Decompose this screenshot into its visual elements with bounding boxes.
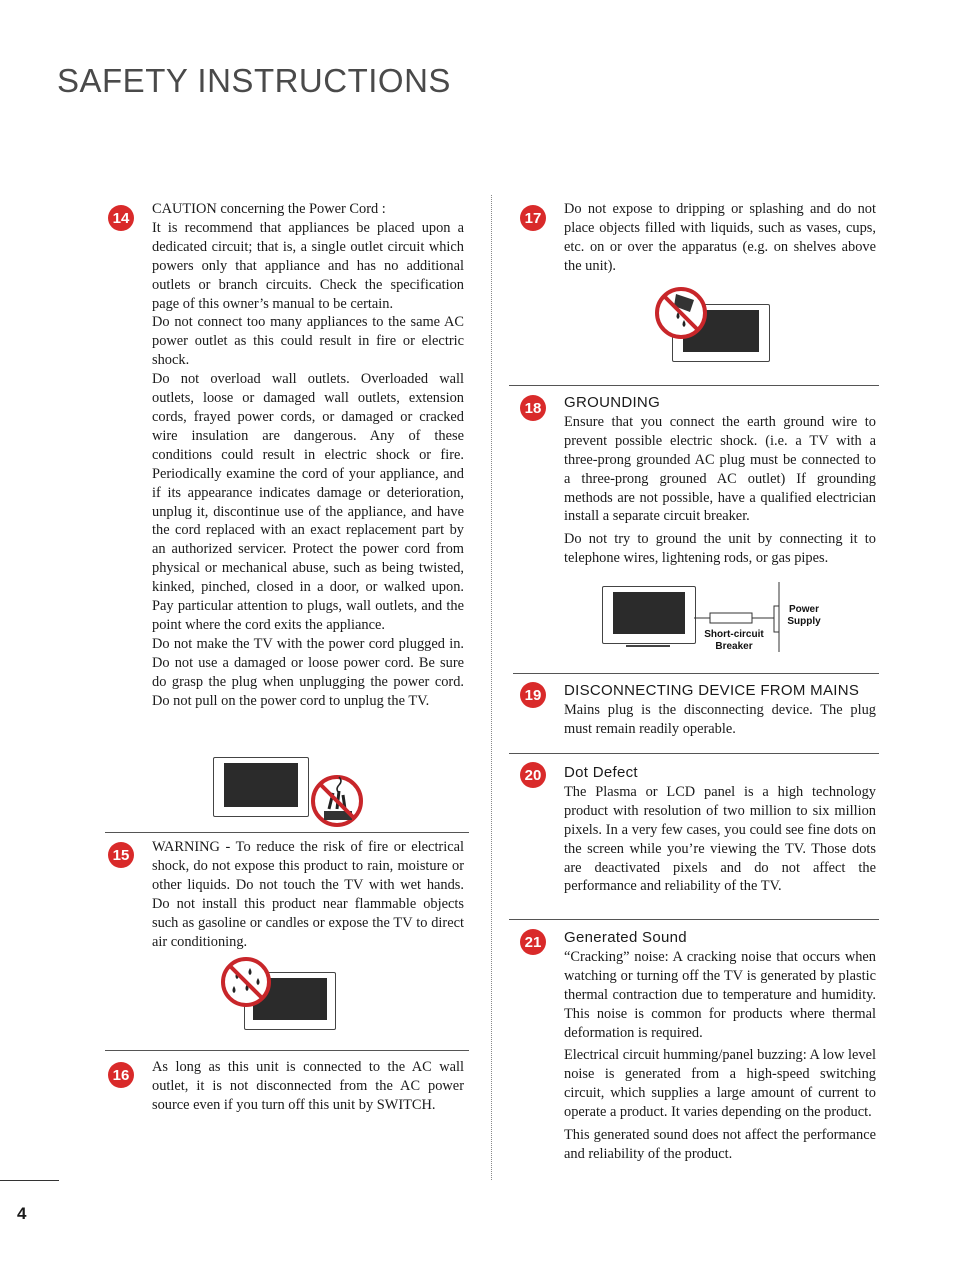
paragraph: WARNING - To reduce the risk of fire or electrical shock, do not expose this product to rain, moisture or other liquids. Do not touch the TV with wet hands. Do not install this product near flammable objects such as gasoline or candles or expose the TV to direct air conditioning. [152, 839, 464, 950]
paragraph: This generated sound does not affect the performance and reliability of the product. [564, 1127, 876, 1162]
section-18 [520, 394, 876, 568]
section-text [564, 929, 876, 1164]
section-20 [520, 764, 876, 896]
section-15 [108, 838, 464, 951]
section-text [564, 764, 876, 896]
paragraph: Do not make the TV with the power cord plugged in. Do not use a damaged or loose power cord. Be sure do grasp the plug when unplugging the power cord. Do not pull on the power cord to unplug the TV. [152, 635, 464, 709]
section-number-badge: 14 [108, 205, 134, 231]
tv-illustration [602, 586, 696, 644]
section-rule [513, 673, 879, 674]
section-heading: Dot Defect [564, 764, 638, 781]
section-rule [509, 753, 879, 754]
paragraph: As long as this unit is connected to the AC wall outlet, it is not disconnected from the AC power source even if you turn off this unit by SWITCH. [152, 1059, 464, 1113]
section-text [564, 682, 876, 739]
section-rule [105, 1050, 469, 1051]
paragraph: Do not overload wall outlets. Overloaded wall outlets, loose or damaged wall outlets, extension cords, frayed power cords, or damaged or cracked wire insulation are dangerous. Any of these conditions could result in electric shock or fire. Periodically examine the cord of your appliance, and if its appearance indicates damage or deterioration, unplug it, discontinue use of the appliance, and have the cord replaced with an exact replacement part by an authorized servicer. Protect the power cord from physical or mechanical abuse, such as being twisted, kinked, pinched, closed in a door, or walked upon. Pay particular attention to plugs, wall outlets, and the point where the cord exits the appliance. [152, 371, 464, 633]
prohibit-icon [311, 773, 367, 827]
paragraph: It is recommend that appliances be placed upon a dedicated circuit; that is, a single outlet circuit which powers only that appliance and has no additional outlets or branch circuits. Check the specification page of this owner’s manual to be certain. [152, 219, 464, 312]
section-14 [108, 200, 464, 710]
prohibit-icon [220, 956, 272, 1008]
section-text [564, 200, 876, 276]
section-rule [105, 832, 469, 833]
section-17 [520, 200, 876, 276]
paragraph: Do not connect too many appliances to the same AC power outlet as this could result in fire or electric shock. [152, 314, 464, 369]
paragraph: Do not try to ground the unit by connecting it to telephone wires, lightening rods, or gas pipes. [564, 531, 876, 567]
no-wet-hands-plug-icon [213, 757, 373, 823]
circuit-breaker-diagram [600, 582, 830, 654]
column-divider [491, 195, 492, 1180]
power-supply-label: Power Supply [787, 604, 821, 627]
paragraph: Ensure that you connect the earth ground wire to prevent possible electric shock. (i.e. a TV with a three-prong grounded AC plug must be connected to a three-prong grouned AC outlet) If grounding methods are not possible, have a qualified electrician install a separate circuit breaker. [564, 413, 876, 525]
section-number-badge: 18 [520, 395, 546, 421]
section-heading: Generated Sound [564, 929, 687, 946]
paragraph: The Plasma or LCD panel is a high technology product with resolution of two million to six million pixels. In a very few cases, you could see fine dots on the screen while you’re viewing the TV. Those dots are deactivated pixels and do not affect the performance and reliability of the TV. [564, 783, 876, 895]
paragraph: “Cracking” noise: A cracking noise that occurs when watching or turning off the TV is generated by plastic thermal contraction due to temperature and humidity. This noise is common for products where thermal deformation is required. [564, 948, 876, 1041]
section-text [152, 200, 464, 710]
paragraph: Do not expose to dripping or splashing and do not place objects filled with liquids, such as vases, cups, etc. on or over the apparatus (e.g. on shelves above the unit). [564, 201, 876, 274]
section-heading: DISCONNECTING DEVICE FROM MAINS [564, 682, 860, 699]
section-number-badge: 16 [108, 1062, 134, 1088]
section-number-badge: 19 [520, 682, 546, 708]
section-19 [520, 682, 876, 739]
section-text [564, 394, 876, 568]
section-rule [509, 919, 879, 920]
no-liquid-icon [654, 286, 774, 366]
section-text [152, 1058, 464, 1115]
tv-illustration [213, 757, 309, 817]
prohibit-icon [654, 286, 708, 340]
section-21 [520, 929, 876, 1164]
section-text [152, 838, 464, 951]
section-number-badge: 20 [520, 762, 546, 788]
section-heading: GROUNDING [564, 394, 661, 411]
section-16 [108, 1058, 464, 1115]
breaker-label: Short-circuit Breaker [704, 629, 764, 652]
section-rule [509, 385, 879, 386]
page-number: 4 [17, 1204, 27, 1223]
page-number-rule [0, 1180, 59, 1181]
paragraph: CAUTION concerning the Power Cord : [152, 201, 386, 217]
no-rain-icon [220, 956, 366, 1034]
left-column [108, 200, 464, 710]
section-number-badge: 17 [520, 205, 546, 231]
section-number-badge: 15 [108, 842, 134, 868]
paragraph: Electrical circuit humming/panel buzzing: A low level noise is generated from a high-speed switching circuit, which supplies a large amount of current to operate a product. It varies depending on the product. [564, 1047, 876, 1121]
paragraph: Mains plug is the disconnecting device. The plug must remain readily operable. [564, 701, 876, 737]
page-title: SAFETY INSTRUCTIONS [57, 62, 451, 99]
section-number-badge: 21 [520, 929, 546, 955]
